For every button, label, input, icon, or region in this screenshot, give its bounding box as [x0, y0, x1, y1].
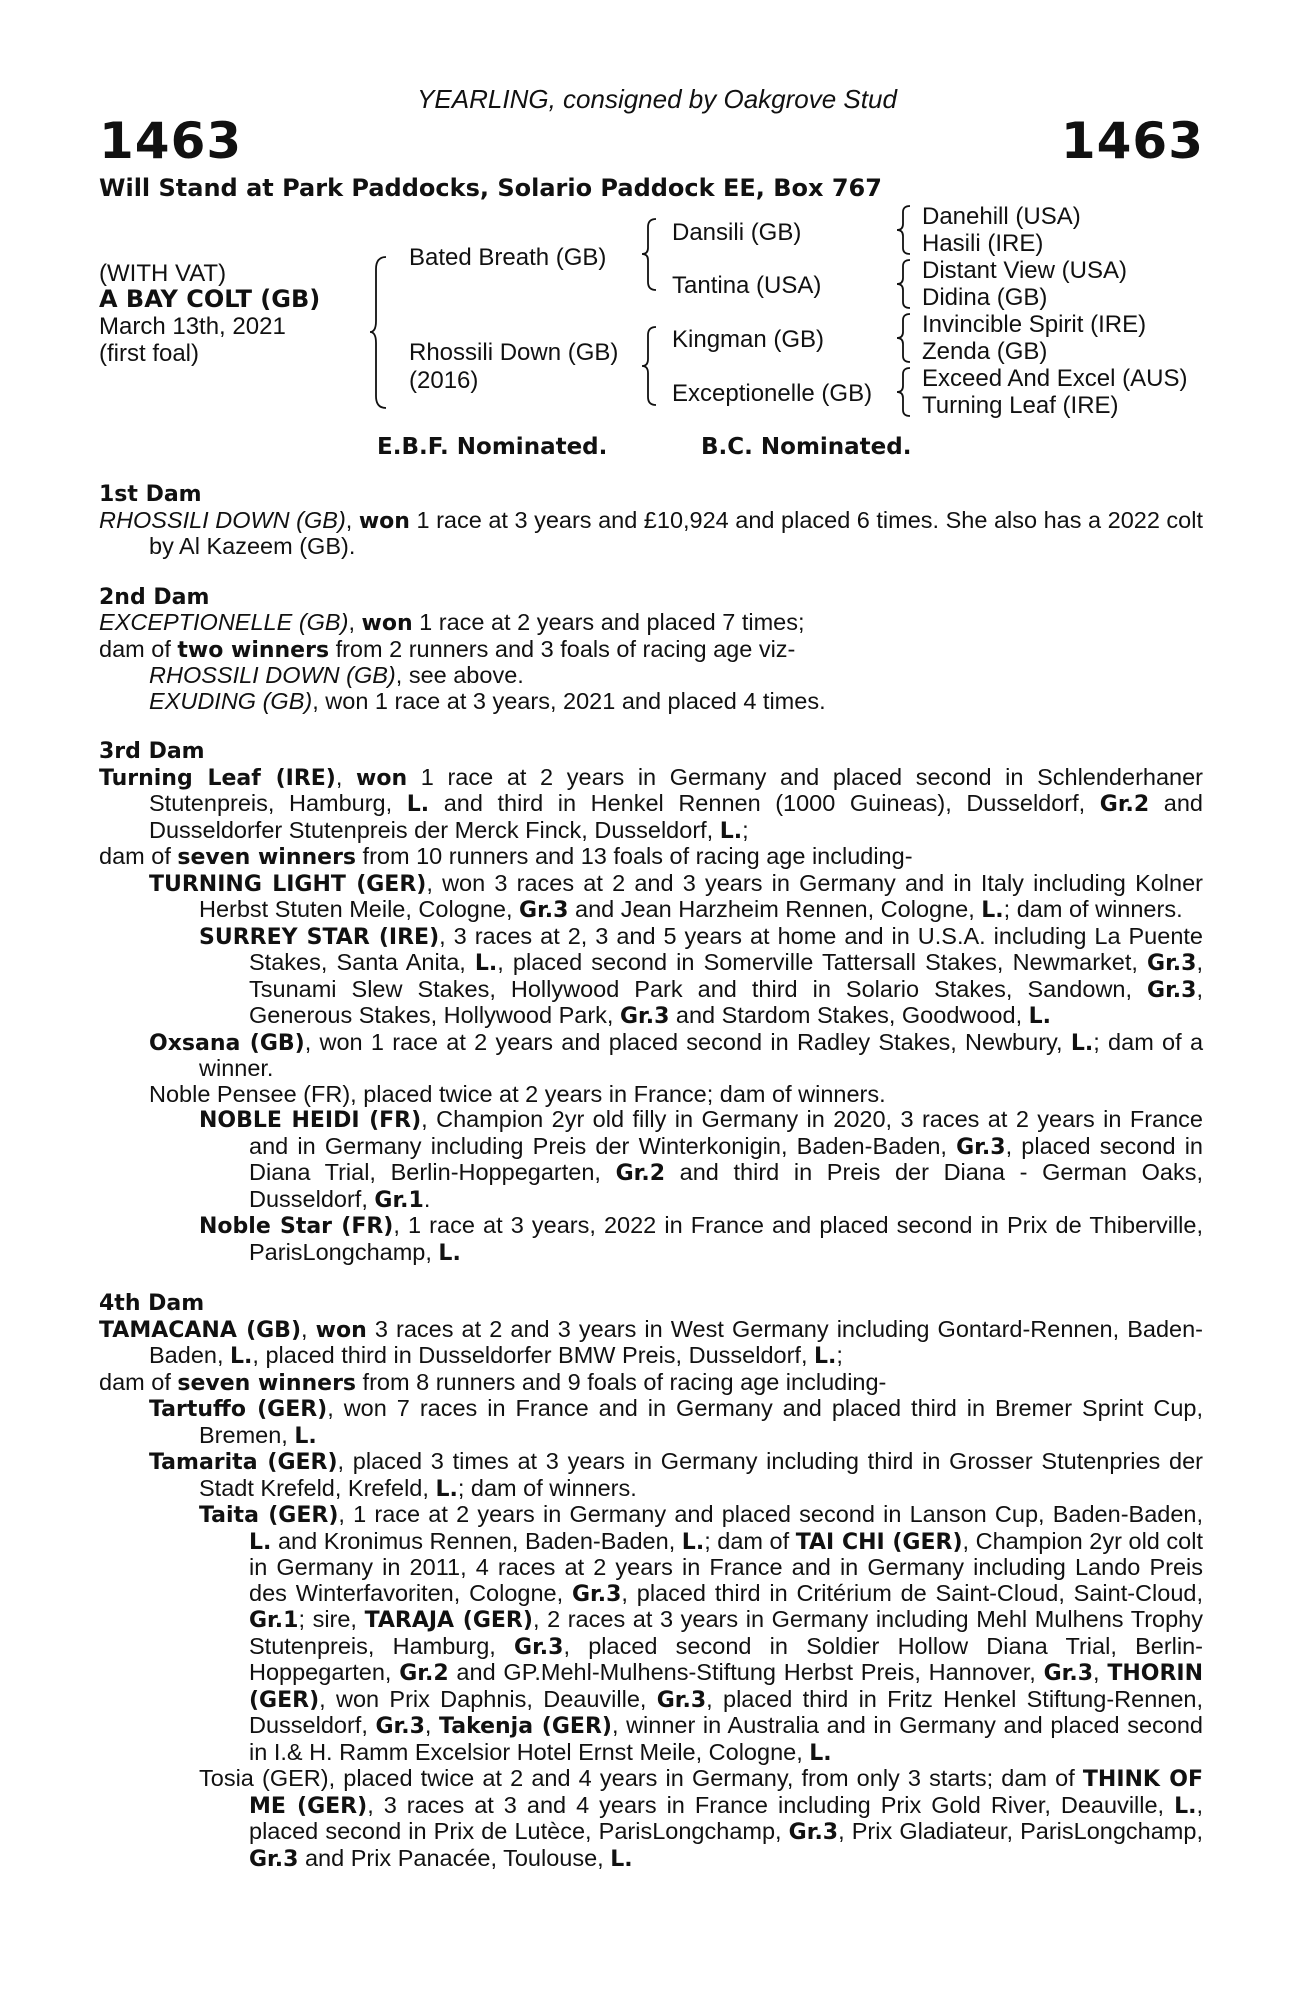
entry-text: , Champion 2yr old colt in Germany in 2011, 4 races at 2 years in France and in Germany including Lando Preis des Winterfavoriten, Cologne, [249, 1527, 1203, 1606]
entry-text: , [345, 506, 359, 533]
horse-name: A BAY COLT (GB) [99, 285, 321, 313]
pedigree-entry [99, 1082, 1203, 1108]
italic-text: RHOSSILI DOWN (GB) [99, 506, 346, 533]
bold-text: L. [435, 1476, 458, 1502]
entry-text: 1 race at 3 years and £10,924 and placed 6 times. She also has a 2022 colt by Al Kazeem (GB). [149, 506, 1204, 559]
foal-note: (first foal) [99, 340, 200, 367]
entry-text: ; [836, 1342, 843, 1368]
bold-text: SURREY STAR (IRE) [199, 924, 440, 950]
entry-text: and GP.Mehl-Mulhens-Stiftung Herbst Preis, Hannover, [448, 1659, 1044, 1685]
bc-nominated: B.C. Nominated. [701, 434, 912, 460]
pedigree-entry [99, 1396, 1203, 1449]
bold-text: L. [294, 1423, 317, 1449]
bold-text: seven winners [177, 845, 357, 870]
pedigree-sire-dam: Tantina (USA) [672, 272, 822, 299]
bold-text: Gr.1 [374, 1187, 424, 1213]
pedigree-brace-dam [640, 325, 660, 407]
entry-text: , placed second in Diana Trial, Berlin-Hoppegarten, [249, 1132, 1203, 1185]
pedigree-entry [99, 765, 1203, 845]
foaling-date: March 13th, 2021 [99, 313, 286, 340]
bold-text: Gr.3 [514, 1634, 564, 1660]
pedigree-entry [99, 1766, 1203, 1872]
entry-text: 1 race at 2 years in Germany and placed second in Schlenderhaner Stutenpreis, Hamburg, [149, 763, 1203, 816]
pedigree-ggp-2: Hasili (IRE) [922, 230, 1044, 257]
entry-text: , [301, 1315, 316, 1342]
bold-text: Gr.3 [619, 1004, 670, 1029]
pedigree-dam-year: (2016) [409, 367, 479, 394]
pedigree-dam: Rhossili Down (GB) [409, 339, 619, 366]
entry-text: and third in Preis der Diana - German Oaks, Dusseldorf, [249, 1159, 1203, 1212]
bold-text: THINK OF ME (GER) [249, 1767, 1203, 1819]
entry-text: , see above. [395, 662, 524, 688]
entry-text: , won 7 races in France and in Germany and placed third in Bremer Sprint Cup, Bremen, [199, 1395, 1203, 1448]
bold-text: Gr.1 [249, 1608, 299, 1633]
bold-text: L. [230, 1344, 253, 1369]
entry-text: Tosia (GER), placed twice at 2 and 4 years in Germany, from only 3 starts; dam of [199, 1765, 1083, 1791]
pedigree-brace-sire [640, 217, 660, 292]
entry-text: Noble Pensee (FR), placed twice at 2 years in France; dam of winners. [149, 1080, 886, 1107]
entry-text: , placed second in Prix de Lutèce, ParisLongchamp, [249, 1791, 1203, 1844]
entry-text: , 3 races at 3 and 4 years in France including Prix Gold River, Deauville, [367, 1791, 1175, 1818]
lot-number-right: 1463 [1060, 112, 1204, 170]
bold-text: Gr.3 [571, 1581, 622, 1607]
entry-text: 3 races at 2 and 3 years in West Germany including Gontard-Rennen, Baden-Baden, [149, 1315, 1204, 1368]
bold-text: seven winners [177, 1370, 357, 1396]
bold-text: TARAJA (GER) [364, 1608, 533, 1633]
bold-text: won [315, 1317, 367, 1343]
catalogue-body [99, 482, 1203, 1872]
lot-number-left: 1463 [99, 112, 243, 170]
pedigree-entry [99, 689, 1203, 715]
bold-text: won [361, 611, 413, 636]
entry-text: , won 3 races at 2 and 3 years in Germany and in Italy including Kolner Herbst Stuten Meile, Cologne, [199, 869, 1203, 922]
bold-text: Tartuffo (GER) [149, 1397, 328, 1422]
section-heading: 3rd Dam [99, 739, 205, 764]
entry-text: , Tsunami Slew Stakes, Hollywood Park and third in Solario Stakes, Sandown, [249, 949, 1203, 1002]
bold-text: L. [981, 898, 1004, 923]
bold-text: Gr.3 [249, 1846, 299, 1872]
dam-section [99, 482, 1203, 560]
bold-text: Gr.2 [615, 1161, 666, 1186]
bold-text: THORIN (GER) [249, 1661, 1203, 1713]
bold-text: L. [681, 1529, 705, 1555]
bold-text: L. [1174, 1793, 1197, 1819]
bold-text: Takenja (GER) [439, 1714, 612, 1739]
pedigree-entry [99, 508, 1203, 560]
bold-text: Gr.2 [1099, 792, 1150, 817]
entry-text: dam of [99, 1368, 178, 1395]
pedigree-brace-exceptionelle [895, 366, 913, 418]
entry-text: and Dusseldorfer Stutenpreis der Merck Finck, Dusseldorf, [149, 790, 1203, 843]
italic-text: RHOSSILI DOWN (GB) [149, 662, 396, 688]
stand-location: Will Stand at Park Paddocks, Solario Paddock EE, Box 767 [99, 174, 882, 202]
entry-text: from 8 runners and 9 foals of racing age including- [356, 1368, 887, 1395]
entry-text: and third in Henkel Rennen (1000 Guineas), Dusseldorf, [429, 790, 1100, 816]
entry-text: , placed second in Somerville Tattersall Stakes, Newmarket, [497, 949, 1148, 975]
entry-text: from 2 runners and 3 foals of racing age viz- [329, 635, 796, 662]
entry-text: , 2 races at 3 years in Germany including Mehl Mulhens Trophy Stutenpreis, Hamburg, [249, 1606, 1203, 1659]
entry-text: . [423, 1185, 431, 1212]
pedigree-sire: Bated Breath (GB) [409, 244, 607, 271]
bold-text: Gr.3 [375, 1714, 425, 1739]
entry-text: , placed third in Dusseldorfer BMW Preis, Dusseldorf, [252, 1342, 814, 1368]
italic-text: EXCEPTIONELLE (GB) [99, 609, 349, 635]
pedigree-entry [99, 924, 1203, 1030]
bold-text: L. [438, 1240, 461, 1266]
entry-text: ; sire, [298, 1606, 365, 1632]
entry-text: dam of [99, 635, 178, 662]
section-heading: 2nd Dam [99, 584, 210, 610]
bold-text: L. [814, 1344, 837, 1369]
bold-text: NOBLE HEIDI (FR) [199, 1108, 422, 1133]
pedigree-brace-main [368, 255, 390, 410]
bold-text: L. [249, 1529, 272, 1555]
bold-text: Oxsana (GB) [149, 1030, 305, 1056]
entry-text: ; dam of winners. [1003, 896, 1183, 922]
bold-text: L. [610, 1846, 633, 1872]
entry-text: and Kronimus Rennen, Baden-Baden, [271, 1527, 682, 1554]
bold-text: won [358, 508, 410, 534]
pedigree-brace-kingman [895, 312, 913, 364]
entry-text: , Prix Gladiateur, ParisLongchamp, [838, 1818, 1203, 1844]
bold-text: Gr.3 [956, 1134, 1006, 1160]
pedigree-entry [99, 663, 1203, 689]
entry-text: , won Prix Daphnis, Deauville, [319, 1685, 657, 1712]
entry-text: , 1 race at 2 years in Germany and placed second in Lanson Cup, Baden-Baden, [338, 1501, 1204, 1527]
entry-text: , won 1 race at 2 years and placed second in Radley Stakes, Newbury, [304, 1028, 1071, 1055]
bold-text: Gr.3 [1043, 1661, 1093, 1686]
entry-text: dam of [99, 843, 178, 869]
bold-text: L. [809, 1740, 832, 1766]
entry-text: , placed third in Fritz Henkel Stiftung-Rennen, Dusseldorf, [249, 1685, 1203, 1738]
pedigree-ggp-1: Danehill (USA) [922, 203, 1081, 230]
pedigree-dam-dam: Exceptionelle (GB) [672, 380, 873, 407]
italic-text: EXUDING (GB) [149, 687, 313, 714]
dam-section [99, 1291, 1203, 1872]
entry-text: ; [742, 816, 749, 843]
entry-text: and Jean Harzheim Rennen, Cologne, [568, 896, 982, 922]
pedigree-entry [99, 610, 1203, 637]
pedigree-entry [99, 871, 1203, 924]
bold-text: TURNING LIGHT (GER) [149, 871, 427, 897]
pedigree-entry [99, 1213, 1203, 1266]
bold-text: L. [406, 792, 430, 817]
bold-text: Gr.3 [1147, 951, 1197, 976]
bold-text: Gr.3 [519, 898, 569, 923]
section-heading: 1st Dam [99, 482, 202, 507]
consignment-line: YEARLING, consigned by Oakgrove Stud [417, 84, 897, 114]
bold-text: Gr.3 [1147, 977, 1197, 1003]
vat-note: (WITH VAT) [99, 260, 227, 287]
pedigree-entry [99, 1317, 1203, 1370]
bold-text: two winners [177, 637, 330, 663]
entry-text: , winner in Australia and in Germany and placed second in I.& H. Ramm Excelsior Hotel Ernst Meile, Cologne, [249, 1712, 1203, 1765]
bold-text: Taita (GER) [199, 1503, 339, 1528]
pedigree-ggp-8: Turning Leaf (IRE) [922, 392, 1119, 419]
entry-text: ; dam of a winner. [199, 1028, 1204, 1081]
entry-text: ; dam of winners. [457, 1474, 637, 1501]
entry-text: , Champion 2yr old filly in Germany in 2020, 3 races at 2 years in France and in Germany including Preis der Winterkonigin, Baden-Baden, [249, 1106, 1204, 1159]
bold-text: Gr.3 [656, 1687, 707, 1713]
bold-text: Noble Star (FR) [199, 1214, 394, 1239]
pedigree-ggp-7: Exceed And Excel (AUS) [922, 365, 1188, 392]
entry-text: , [1093, 1659, 1108, 1685]
bold-text: TAI CHI (GER) [795, 1529, 963, 1555]
pedigree-ggp-5: Invincible Spirit (IRE) [922, 311, 1147, 338]
bold-text: Tamarita (GER) [149, 1450, 338, 1475]
bold-text: L. [719, 818, 743, 844]
pedigree-sire-sire: Dansili (GB) [672, 219, 802, 246]
entry-text: 1 race at 2 years and placed 7 times; [412, 609, 805, 635]
bold-text: Gr.2 [399, 1661, 449, 1686]
entry-text: , placed second in Soldier Hollow Diana Trial, Berlin-Hoppegarten, [249, 1632, 1203, 1685]
entry-text: and Prix Panacée, Toulouse, [298, 1844, 611, 1871]
entry-text: , placed 3 times at 3 years in Germany including third in Grosser Stutenpries der Stadt Krefeld, Krefeld, [199, 1448, 1204, 1501]
pedigree-ggp-6: Zenda (GB) [922, 338, 1048, 365]
pedigree-entry [99, 1030, 1203, 1082]
pedigree-dam-sire: Kingman (GB) [672, 326, 825, 353]
entry-text: , Generous Stakes, Hollywood Park, [249, 975, 1203, 1028]
pedigree-entry [99, 1449, 1203, 1502]
pedigree-entry [99, 1107, 1203, 1213]
bold-text: L. [1028, 1004, 1052, 1029]
entry-text: , placed third in Critérium de Saint-Cloud, Saint-Cloud, [621, 1579, 1203, 1606]
entry-text: , [424, 1712, 440, 1738]
bold-text: TAMACANA (GB) [99, 1317, 302, 1343]
entry-text: , [335, 763, 357, 790]
entry-text: , 1 race at 3 years, 2022 in France and placed second in Prix de Thiberville, ParisLongchamp, [249, 1212, 1203, 1265]
pedigree-entry [99, 844, 1203, 871]
ebf-nominated: E.B.F. Nominated. [377, 434, 608, 460]
pedigree-entry [99, 1502, 1203, 1766]
pedigree-ggp-3: Distant View (USA) [922, 257, 1127, 284]
dam-section [99, 585, 1203, 715]
entry-text: , won 1 race at 3 years, 2021 and placed 4 times. [312, 687, 826, 714]
pedigree-ggp-4: Didina (GB) [922, 284, 1048, 311]
pedigree-brace-dansili [895, 204, 913, 256]
bold-text: Gr.3 [788, 1820, 839, 1845]
entry-text: , 3 races at 2, 3 and 5 years at home and in U.S.A. including La Puente Stakes, Santa Anita, [249, 922, 1203, 975]
pedigree-entry [99, 1370, 1203, 1397]
entry-text: from 10 runners and 13 foals of racing age including- [356, 843, 913, 869]
entry-text: and Stardom Stakes, Goodwood, [669, 1002, 1029, 1028]
bold-text: L. [474, 951, 498, 976]
bold-text: L. [1070, 1030, 1094, 1056]
pedigree-entry [99, 637, 1203, 664]
pedigree-brace-tantina [895, 258, 913, 310]
bold-text: Turning Leaf (IRE) [99, 765, 336, 791]
section-heading: 4th Dam [99, 1291, 205, 1316]
entry-text: ; dam of [704, 1527, 796, 1554]
dam-section [99, 739, 1203, 1266]
entry-text: , [348, 609, 362, 635]
bold-text: won [356, 765, 408, 791]
